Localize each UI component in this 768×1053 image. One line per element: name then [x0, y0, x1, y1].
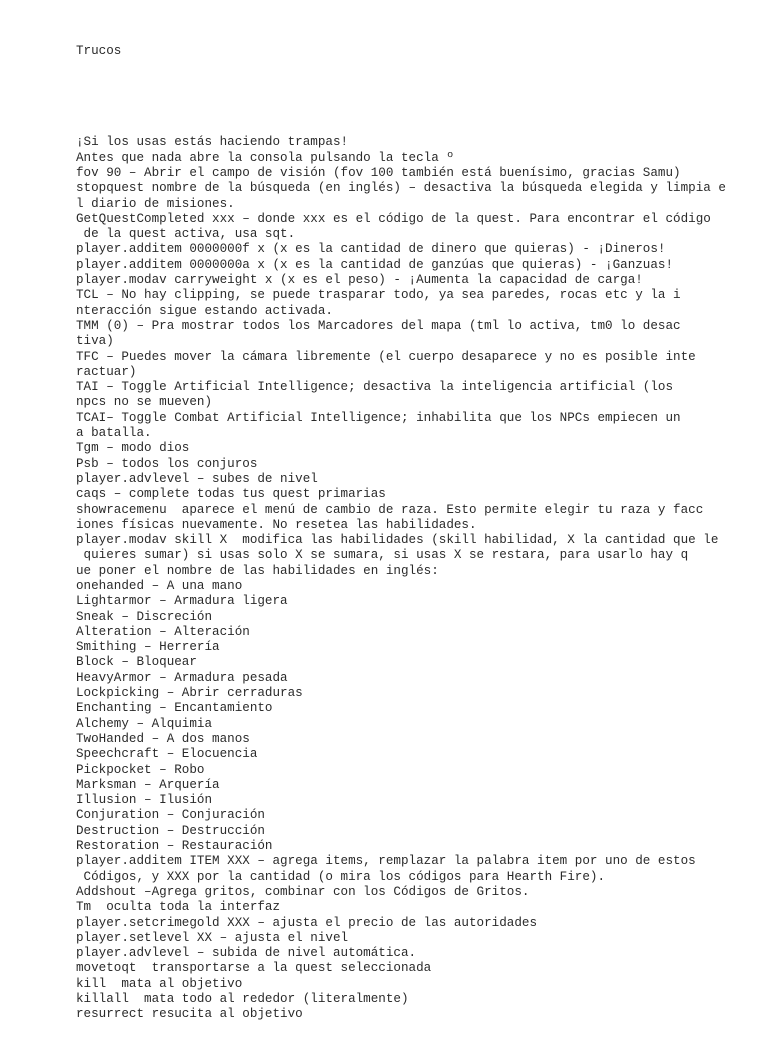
text-line: player.setlevel XX – ajusta el nivel [76, 930, 349, 945]
text-line: Enchanting – Encantamiento [76, 701, 273, 716]
text-line: Psb – todos los conjuros [76, 456, 258, 471]
text-line: Lockpicking – Abrir cerraduras [76, 686, 303, 701]
text-line: GetQuestCompleted xxx – donde xxx es el código de la quest. Para encontrar el código [76, 211, 711, 226]
text-line: TCAI– Toggle Combat Artificial Intelligence; inhabilita que los NPCs empiecen un [76, 410, 681, 425]
text-line: Conjuration – Conjuración [76, 808, 265, 823]
text-line: tiva) [76, 334, 114, 349]
text-line: Restoration – Restauración [76, 839, 273, 854]
text-line: player.setcrimegold XXX – ajusta el precio de las autoridades [76, 915, 538, 930]
text-line: ¡Si los usas estás haciendo trampas! [76, 135, 349, 150]
text-line: player.additem ITEM XXX – agrega items, remplazar la palabra item por uno de estos [76, 854, 696, 869]
text-line: quieres sumar) si usas solo X se sumara, si usas X se restara, para usarlo hay q [76, 548, 689, 563]
text-line: player.modav skill X modifica las habilidades (skill habilidad, X la cantidad que le [76, 533, 719, 548]
text-line: TMM (0) – Pra mostrar todos los Marcadores del mapa (tml lo activa, tm0 lo desac [76, 318, 681, 333]
text-line: nteracción sigue estando activada. [76, 303, 333, 318]
text-line: Block – Bloquear [76, 655, 197, 670]
text-line: player.additem 0000000a x (x es la cantidad de ganzúas que quieras) - ¡Ganzuas! [76, 257, 674, 272]
text-line: showracemenu aparece el menú de cambio de raza. Esto permite elegir tu raza y facc [76, 502, 704, 517]
document-lines [76, 135, 756, 1022]
document-title: Trucos [76, 43, 122, 58]
text-line: caqs – complete todas tus quest primarias [76, 487, 386, 502]
text-line: player.advlevel – subes de nivel [76, 471, 318, 486]
text-line: de la quest activa, usa sqt. [76, 227, 296, 242]
text-line: Illusion – Ilusión [76, 793, 213, 808]
text-line: a batalla. [76, 426, 152, 441]
text-line: resurrect resucita al objetivo [76, 1007, 303, 1022]
text-line: Alchemy – Alquimia [76, 716, 213, 731]
text-line: Antes que nada abre la consola pulsando la tecla º [76, 150, 454, 165]
text-line: Sneak – Discreción [76, 609, 213, 624]
text-line: Tgm – modo dios [76, 441, 190, 456]
text-line: l diario de misiones. [76, 196, 235, 211]
text-line: ractuar) [76, 364, 137, 379]
text-line: movetoqt transportarse a la quest seleccionada [76, 961, 432, 976]
text-line: Alteration – Alteración [76, 624, 250, 639]
text-line: npcs no se mueven) [76, 395, 213, 410]
text-line: stopquest nombre de la búsqueda (en inglés) – desactiva la búsqueda elegida y limpia e [76, 181, 726, 196]
text-line: Addshout –Agrega gritos, combinar con los Códigos de Gritos. [76, 884, 530, 899]
text-line: Speechcraft – Elocuencia [76, 747, 258, 762]
document-body [76, 13, 756, 1053]
blank-line [76, 89, 756, 104]
text-line: player.modav carryweight x (x es el peso) - ¡Aumenta la capacidad de carga! [76, 273, 643, 288]
text-line: Pickpocket – Robo [76, 762, 205, 777]
text-line: player.advlevel – subida de nivel automática. [76, 946, 417, 961]
text-line: TCL – No hay clipping, se puede trasparar todo, ya sea paredes, rocas etc y la i [76, 288, 681, 303]
text-line: ue poner el nombre de las habilidades en inglés: [76, 563, 439, 578]
text-line: iones físicas nuevamente. No resetea las habilidades. [76, 517, 477, 532]
text-line: Destruction – Destrucción [76, 823, 265, 838]
text-line: onehanded – A una mano [76, 578, 243, 593]
text-line: HeavyArmor – Armadura pesada [76, 670, 288, 685]
text-line: Lightarmor – Armadura ligera [76, 594, 288, 609]
text-line: Marksman – Arquería [76, 777, 220, 792]
text-line: Códigos, y XXX por la cantidad (o mira los códigos para Hearth Fire). [76, 869, 606, 884]
text-line: TwoHanded – A dos manos [76, 731, 250, 746]
text-line: TAI – Toggle Artificial Intelligence; desactiva la inteligencia artificial (los [76, 380, 674, 395]
text-line: Tm oculta toda la interfaz [76, 900, 281, 915]
text-line: player.additem 0000000f x (x es la cantidad de dinero que quieras) - ¡Dineros! [76, 242, 666, 257]
text-line: TFC – Puedes mover la cámara libremente (el cuerpo desaparece y no es posible inte [76, 349, 696, 364]
text-line: killall mata todo al rededor (literalmente) [76, 992, 409, 1006]
text-line: fov 90 – Abrir el campo de visión (fov 100 también está buenísimo, gracias Samu) [76, 165, 681, 180]
text-line: kill mata al objetivo [76, 976, 243, 991]
text-line: Smithing – Herrería [76, 640, 220, 655]
